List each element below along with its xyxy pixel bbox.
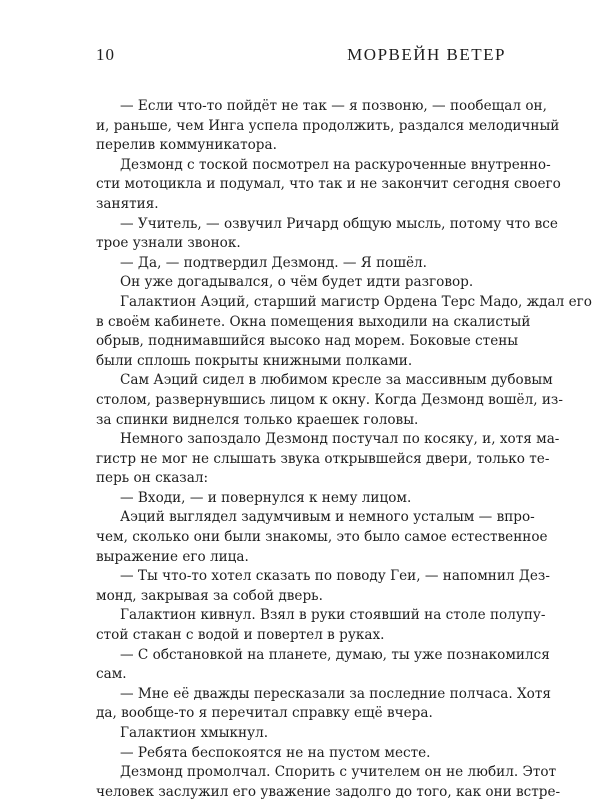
text-line: Он уже догадывался, о чём будет идти разговор. (120, 274, 474, 291)
page-number: 10 (96, 45, 115, 64)
text-line: сти мотоцикла и подумал, что так и не закончит сегодня своего (96, 176, 561, 193)
text-line: выражение его лица. (96, 548, 249, 565)
text-line: трое узнали звонок. (96, 235, 241, 252)
text-line: да, вообще-то я перечитал справку ещё вчера. (96, 705, 433, 722)
text-line: — Мне её дважды пересказали за последние полчаса. Хотя (120, 685, 551, 702)
text-line: Дезмонд промолчал. Спорить с учителем он не любил. Этот (120, 764, 557, 781)
running-head-author: МОРВЕЙН ВЕТЕР (347, 45, 506, 64)
text-line: занятия. (96, 195, 159, 212)
text-line: и, раньше, чем Инга успела продолжить, раздался мелодичный (96, 117, 560, 134)
text-line: — Ты что-то хотел сказать по поводу Геи, — напомнил Дез- (120, 568, 550, 585)
text-line: — Если что-то пойдёт не так — я позвоню, — пообещал он, (120, 98, 547, 114)
text-line: перелив коммуникатора. (96, 137, 277, 154)
page-header (96, 45, 506, 67)
text-line: Дезмонд с тоской посмотрел на раскуроченные внутренно- (120, 156, 551, 173)
text-line: — Учитель, — озвучил Ричард общую мысль, потому что все (120, 215, 558, 232)
text-line: Галактион хмыкнул. (120, 725, 269, 741)
text-line: столом, развернувшись лицом к окну. Когда Дезмонд вошёл, из- (96, 391, 563, 408)
text-line: Галактион кивнул. Взял в руки стоявший на столе полупу- (120, 607, 546, 624)
text-line: Аэций выглядел задумчивым и немного усталым — впро- (120, 509, 535, 526)
text-line: обрыв, поднимавшийся высоко над морем. Боковые стены (96, 333, 519, 350)
text-line: стой стакан с водой и повертел в руках. (96, 627, 385, 644)
text-line: Немного запоздало Дезмонд постучал по косяку, и, хотя ма- (120, 431, 560, 448)
text-line: чем, сколько они были знакомы, это было самое естественное (96, 529, 548, 546)
text-line: — Да, — подтвердил Дезмонд. — Я пошёл. (120, 254, 427, 271)
text-line: сам. (96, 666, 127, 683)
text-line: человек заслужил его уважение задолго до того, как они встре- (96, 783, 561, 800)
text-line: были сплошь покрыты книжными полками. (96, 352, 413, 369)
text-line: гистр не мог не слышать звука открывшейся двери, только те- (96, 450, 550, 467)
body-text (96, 97, 592, 802)
text-line: — Ребята беспокоятся не на пустом месте. (120, 744, 431, 761)
text-line: перь он сказал: (96, 470, 209, 487)
text-line: Галактион Аэций, старший магистр Ордена Терс Мадо, ждал его (120, 293, 592, 310)
text-line: — Входи, — и повернулся к нему лицом. (120, 489, 412, 506)
text-line: — С обстановкой на планете, думаю, ты уже познакомился (120, 646, 550, 663)
text-line: монд, закрывая за собой дверь. (96, 587, 323, 604)
text-line: в своём кабинете. Окна помещения выходили на скалистый (96, 313, 531, 330)
text-line: за спинки виднелся только краешек головы. (96, 411, 419, 428)
text-line: Сам Аэций сидел в любимом кресле за массивным дубовым (120, 372, 553, 389)
